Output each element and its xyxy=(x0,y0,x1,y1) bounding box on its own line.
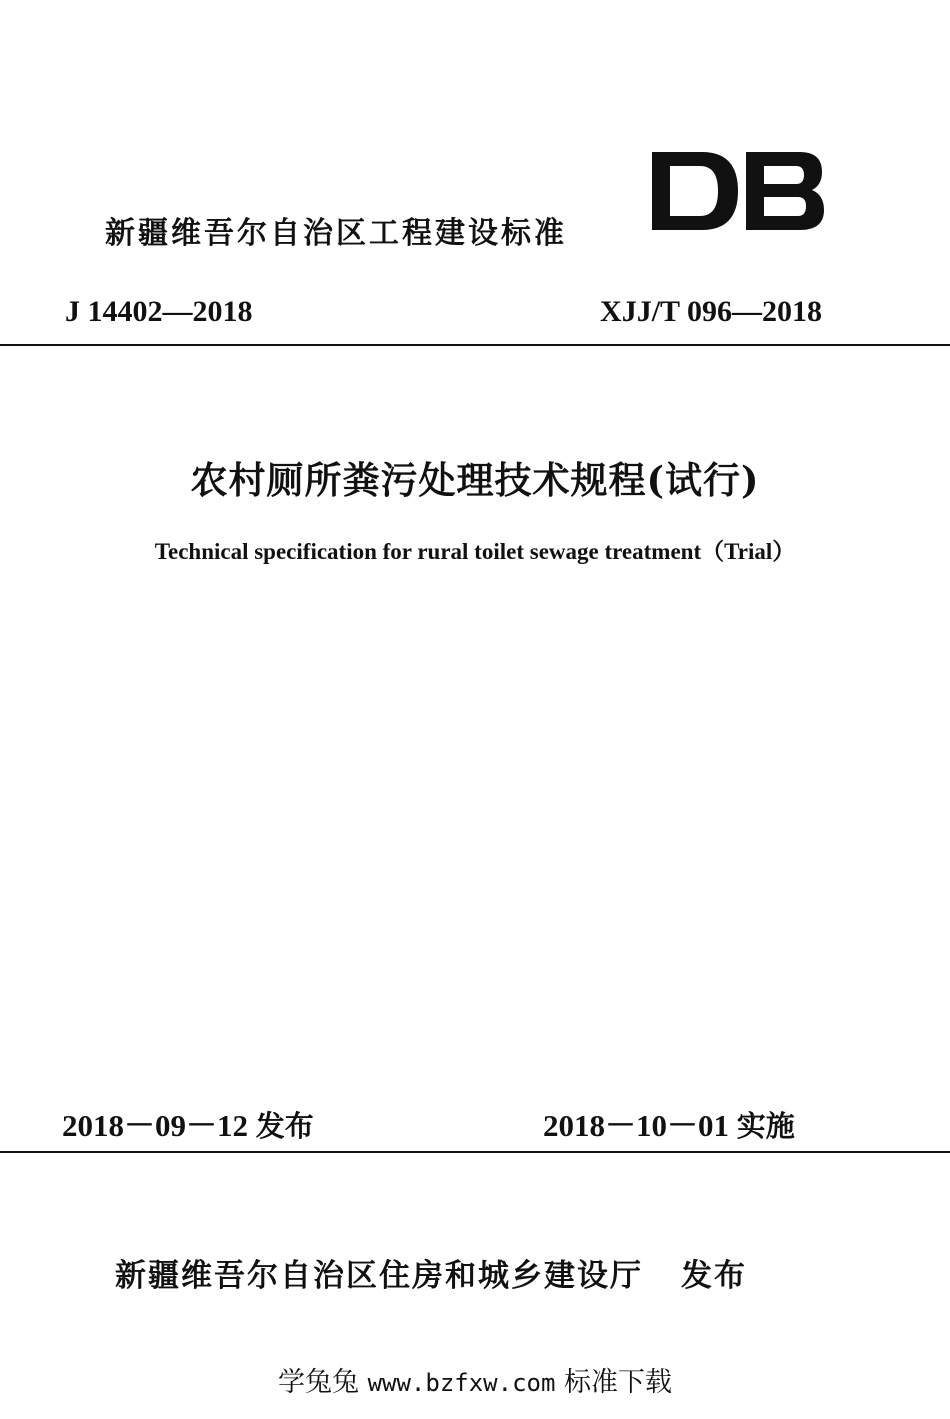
publisher-label: 发布 xyxy=(681,1258,747,1294)
effective-date: 2018－10－01 xyxy=(543,1108,729,1143)
db-logo-letter-d xyxy=(652,152,738,230)
title-english: Technical specification for rural toilet sewage treatment（Trial） xyxy=(154,539,796,564)
title-chinese: 农村厕所粪污处理技术规程(试行) xyxy=(190,458,760,502)
issue-date-line xyxy=(62,1100,314,1145)
standard-code-j: J 14402—2018 xyxy=(65,295,253,328)
db-logo xyxy=(650,150,825,232)
standard-code-xjj: XJJ/T 096—2018 xyxy=(600,295,822,328)
effective-label: 实施 xyxy=(736,1109,795,1143)
effective-date-line xyxy=(543,1100,795,1145)
watermark-caption: 标准下载 xyxy=(564,1367,673,1398)
issue-label: 发布 xyxy=(255,1109,314,1143)
watermark-url[interactable]: www.bzfxw.com xyxy=(367,1369,556,1397)
bottom-divider xyxy=(0,1151,950,1153)
series-title: 新疆维吾尔自治区工程建设标准 xyxy=(105,216,567,251)
issue-date: 2018－09－12 xyxy=(62,1108,248,1143)
publisher-name: 新疆维吾尔自治区住房和城乡建设厅 xyxy=(115,1258,643,1294)
publisher-line xyxy=(115,1250,747,1295)
watermark-site-name: 学兔兔 xyxy=(277,1367,359,1398)
top-divider xyxy=(0,344,950,346)
db-logo-letter-b xyxy=(746,152,824,230)
watermark xyxy=(0,1360,950,1399)
